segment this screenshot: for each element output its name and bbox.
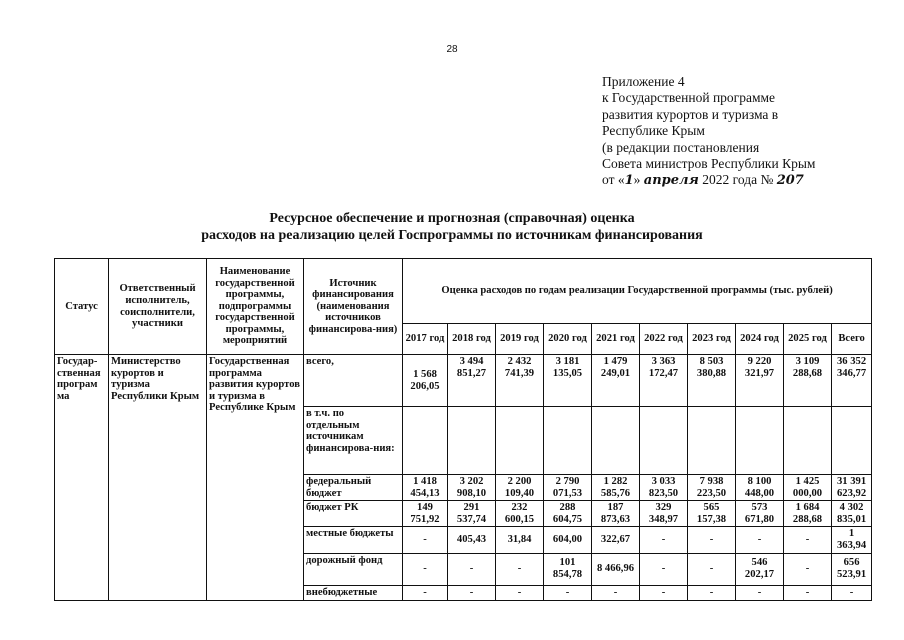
value-cell: 322,67 bbox=[592, 527, 640, 553]
appendix-line: Республике Крым bbox=[602, 123, 705, 139]
appendix-line: Приложение 4 bbox=[602, 74, 685, 89]
appendix-line: (в редакции постановления bbox=[602, 139, 760, 155]
source-cell: всего, bbox=[304, 355, 403, 407]
value-cell: 31,84 bbox=[496, 527, 544, 553]
budget-body bbox=[55, 355, 872, 601]
table-row bbox=[55, 355, 872, 407]
header-year: 2025 год bbox=[784, 324, 832, 355]
value-cell: - bbox=[403, 553, 448, 585]
appendix-line: Совета министров Республики Крым bbox=[602, 156, 816, 172]
value-cell: 9 220 321,97 bbox=[736, 355, 784, 407]
appendix-line: развития курортов и туризма в bbox=[602, 106, 779, 122]
value-cell: 1 568 206,05 bbox=[403, 355, 448, 407]
header-year: 2020 год bbox=[544, 324, 592, 355]
header-name: Наименование государственной программы, подпрограммы государственной программы, мероприятий bbox=[207, 259, 304, 355]
executor-cell: Министерство курортов и туризма Республики Крым bbox=[109, 355, 207, 601]
value-cell bbox=[592, 407, 640, 475]
value-cell bbox=[403, 407, 448, 475]
value-cell bbox=[496, 407, 544, 475]
value-cell: 3 363 172,47 bbox=[640, 355, 688, 407]
header-year: 2018 год bbox=[448, 324, 496, 355]
value-cell: 8 466,96 bbox=[592, 553, 640, 585]
value-cell: - bbox=[736, 585, 784, 600]
value-cell: - bbox=[640, 585, 688, 600]
header-year: 2022 год bbox=[640, 324, 688, 355]
value-cell: - bbox=[784, 585, 832, 600]
source-cell: местные бюджеты bbox=[304, 527, 403, 553]
value-cell: 329 348,97 bbox=[640, 501, 688, 527]
value-cell bbox=[832, 407, 872, 475]
value-cell: 2 200 109,40 bbox=[496, 475, 544, 501]
value-cell: 3 202 908,10 bbox=[448, 475, 496, 501]
value-cell: 36 352 346,77 bbox=[832, 355, 872, 407]
header-year: 2017 год bbox=[403, 324, 448, 355]
value-cell bbox=[640, 407, 688, 475]
value-cell: 604,00 bbox=[544, 527, 592, 553]
value-cell: - bbox=[640, 527, 688, 553]
value-cell: - bbox=[688, 585, 736, 600]
value-cell: 3 109 288,68 bbox=[784, 355, 832, 407]
value-cell: - bbox=[592, 585, 640, 600]
value-cell: 2 790 071,53 bbox=[544, 475, 592, 501]
value-cell: - bbox=[784, 527, 832, 553]
header-status: Статус bbox=[55, 259, 109, 355]
value-cell: 8 100 448,00 bbox=[736, 475, 784, 501]
header-year: Всего bbox=[832, 324, 872, 355]
value-cell: 232 600,15 bbox=[496, 501, 544, 527]
date-day-handwritten: 1 bbox=[624, 173, 634, 189]
title-line-2: расходов на реализацию целей Госпрограммы по источникам финансирования bbox=[201, 228, 703, 243]
page-number: 28 bbox=[446, 44, 458, 55]
value-cell: 4 302 835,01 bbox=[832, 501, 872, 527]
header-source: Источник финансирования (наименования источников финансирова-ния) bbox=[304, 259, 403, 355]
value-cell bbox=[784, 407, 832, 475]
header-estimate: Оценка расходов по годам реализации Государственной программы (тыс. рублей) bbox=[403, 259, 872, 324]
program-name-cell: Государственная программа развития курортов и туризма в Республике Крым bbox=[207, 355, 304, 601]
value-cell: 3 181 135,05 bbox=[544, 355, 592, 407]
value-cell: - bbox=[448, 585, 496, 600]
value-cell: 405,43 bbox=[448, 527, 496, 553]
value-cell: 573 671,80 bbox=[736, 501, 784, 527]
date-prefix: от « bbox=[602, 172, 625, 188]
value-cell: - bbox=[403, 527, 448, 553]
document-title bbox=[0, 210, 904, 244]
value-cell: 149 751,92 bbox=[403, 501, 448, 527]
date-year: 2022 года № bbox=[702, 172, 774, 188]
value-cell: 1 684 288,68 bbox=[784, 501, 832, 527]
appendix-line: к Государственной программе bbox=[602, 90, 776, 106]
status-cell: Государ-ственная програм ма bbox=[55, 355, 109, 601]
value-cell: 1 418 454,13 bbox=[403, 475, 448, 501]
value-cell: 1 425 000,00 bbox=[784, 475, 832, 501]
value-cell: - bbox=[784, 553, 832, 585]
value-cell: - bbox=[688, 527, 736, 553]
date-sep: » bbox=[633, 172, 641, 188]
appendix-date-line bbox=[602, 172, 872, 189]
value-cell: 1 363,94 bbox=[832, 527, 872, 553]
value-cell: - bbox=[832, 585, 872, 600]
value-cell: 291 537,74 bbox=[448, 501, 496, 527]
header-year: 2021 год bbox=[592, 324, 640, 355]
source-cell: бюджет РК bbox=[304, 501, 403, 527]
title-line-1: Ресурсное обеспечение и прогнозная (справочная) оценка bbox=[269, 211, 635, 226]
source-cell: в т.ч. по отдельным источникам финансирова-ния: bbox=[304, 407, 403, 475]
value-cell: 546 202,17 bbox=[736, 553, 784, 585]
source-cell: федеральный бюджет bbox=[304, 475, 403, 501]
value-cell: 656 523,91 bbox=[832, 553, 872, 585]
appendix-block bbox=[602, 74, 872, 190]
value-cell: 187 873,63 bbox=[592, 501, 640, 527]
source-cell: внебюджетные bbox=[304, 585, 403, 600]
header-year: 2019 год bbox=[496, 324, 544, 355]
value-cell: 8 503 380,88 bbox=[688, 355, 736, 407]
value-cell bbox=[736, 407, 784, 475]
value-cell: 7 938 223,50 bbox=[688, 475, 736, 501]
budget-table bbox=[54, 258, 872, 601]
value-cell: 565 157,38 bbox=[688, 501, 736, 527]
value-cell bbox=[448, 407, 496, 475]
value-cell: - bbox=[640, 553, 688, 585]
value-cell: - bbox=[448, 553, 496, 585]
value-cell: 1 282 585,76 bbox=[592, 475, 640, 501]
value-cell: 31 391 623,92 bbox=[832, 475, 872, 501]
value-cell bbox=[544, 407, 592, 475]
value-cell bbox=[688, 407, 736, 475]
source-cell: дорожный фонд bbox=[304, 553, 403, 585]
header-executor: Ответственный исполнитель, соисполнители, участники bbox=[109, 259, 207, 355]
value-cell: 3 033 823,50 bbox=[640, 475, 688, 501]
value-cell: 288 604,75 bbox=[544, 501, 592, 527]
value-cell: - bbox=[688, 553, 736, 585]
decree-number-handwritten: 207 bbox=[776, 173, 804, 189]
value-cell: - bbox=[496, 585, 544, 600]
value-cell: - bbox=[403, 585, 448, 600]
value-cell: 101 854,78 bbox=[544, 553, 592, 585]
header-year: 2024 год bbox=[736, 324, 784, 355]
value-cell: - bbox=[736, 527, 784, 553]
value-cell: 1 479 249,01 bbox=[592, 355, 640, 407]
header-year: 2023 год bbox=[688, 324, 736, 355]
value-cell: - bbox=[496, 553, 544, 585]
value-cell: 3 494 851,27 bbox=[448, 355, 496, 407]
value-cell: - bbox=[544, 585, 592, 600]
value-cell: 2 432 741,39 bbox=[496, 355, 544, 407]
date-month-handwritten: апреля bbox=[643, 173, 699, 189]
